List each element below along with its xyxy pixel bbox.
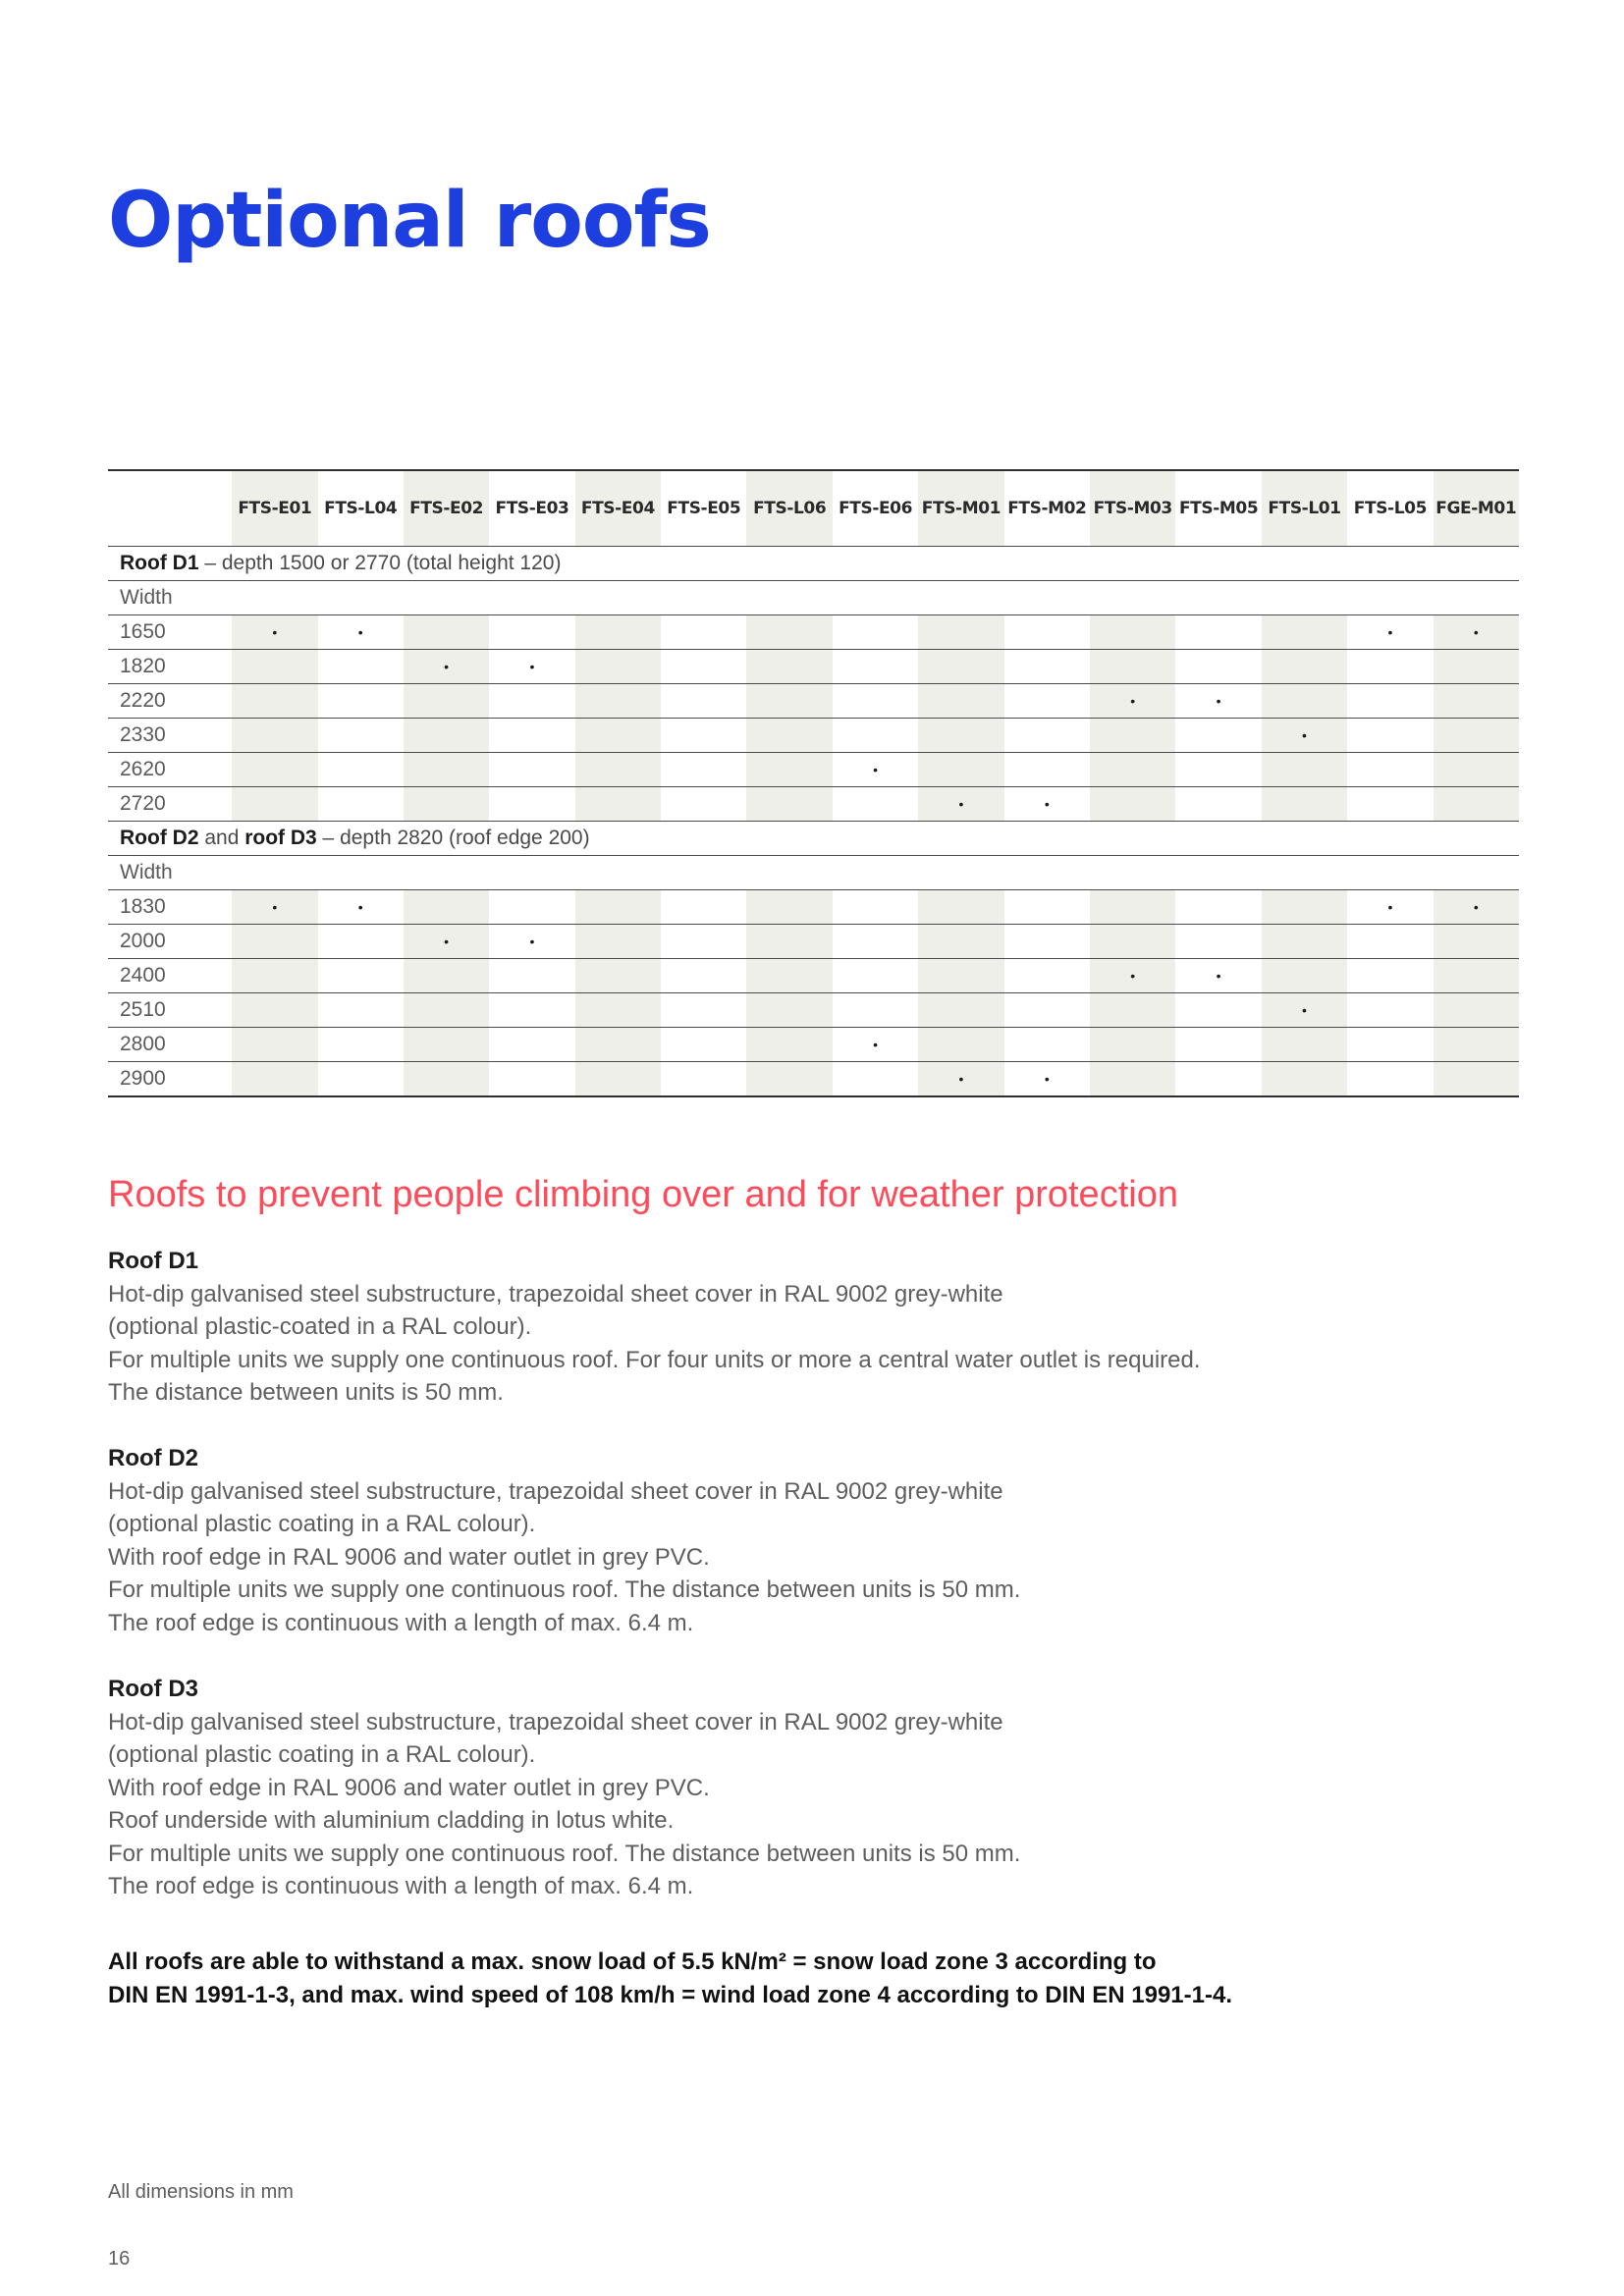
compat-cell	[1434, 925, 1519, 959]
compat-dot: •	[318, 615, 404, 650]
compat-cell	[1347, 993, 1433, 1028]
compat-cell	[661, 753, 746, 787]
roof-d2-line: The roof edge is continuous with a length of max. 6.4 m.	[108, 1609, 694, 1636]
roof-d3-description	[108, 1673, 1502, 1903]
roof-d1-description	[108, 1245, 1502, 1410]
compat-cell	[1262, 650, 1347, 684]
width-value: 2800	[108, 1028, 232, 1062]
width-value: 2330	[108, 719, 232, 753]
table-row	[108, 650, 1519, 684]
compat-dot: •	[918, 1062, 1003, 1097]
compat-cell	[318, 993, 404, 1028]
compat-cell	[661, 925, 746, 959]
compat-cell	[746, 615, 832, 650]
compat-cell	[1090, 925, 1175, 959]
compat-cell	[575, 959, 661, 993]
compat-dot: •	[404, 925, 489, 959]
compat-cell	[1004, 719, 1090, 753]
compat-cell	[318, 1028, 404, 1062]
compat-cell	[1175, 1062, 1261, 1097]
compat-cell	[833, 890, 918, 925]
compat-cell	[489, 959, 574, 993]
compat-dot: •	[1090, 684, 1175, 719]
compat-cell	[404, 684, 489, 719]
compat-cell	[232, 753, 317, 787]
model-header: FTS-E06	[839, 499, 913, 518]
compat-cell	[1262, 684, 1347, 719]
page-title: Optional roofs	[108, 177, 711, 265]
compat-cell	[575, 1062, 661, 1097]
compat-cell	[1004, 925, 1090, 959]
compat-cell	[489, 993, 574, 1028]
load-note-line: All roofs are able to withstand a max. snow load of 5.5 kN/m² = snow load zone 3 according to	[108, 1949, 1157, 1975]
compat-cell	[404, 753, 489, 787]
section-heading-row	[108, 547, 1519, 581]
compat-cell	[318, 684, 404, 719]
compat-cell	[575, 650, 661, 684]
compat-cell	[1175, 615, 1261, 650]
width-value: 2220	[108, 684, 232, 719]
roof-d3-line: Hot-dip galvanised steel substructure, trapezoidal sheet cover in RAL 9002 grey-white	[108, 1708, 1003, 1735]
compat-cell	[1262, 1028, 1347, 1062]
compat-cell	[1004, 615, 1090, 650]
compat-cell	[1175, 1028, 1261, 1062]
width-value: 2720	[108, 787, 232, 822]
compat-cell	[1090, 890, 1175, 925]
compat-cell	[1434, 719, 1519, 753]
compat-cell	[661, 615, 746, 650]
roof-d2-description	[108, 1442, 1502, 1639]
compat-cell	[575, 993, 661, 1028]
compat-cell	[746, 719, 832, 753]
compat-cell	[1434, 959, 1519, 993]
section-heading-row	[108, 822, 1519, 856]
dimensions-footnote: All dimensions in mm	[108, 2181, 294, 2203]
compat-dot: •	[1434, 615, 1519, 650]
width-value: 2900	[108, 1062, 232, 1097]
roof-compatibility-table	[108, 469, 1519, 1097]
compat-cell	[1347, 959, 1433, 993]
page-number: 16	[108, 2248, 131, 2269]
header-corner	[108, 470, 232, 547]
compat-dot: •	[1090, 959, 1175, 993]
width-value: 2400	[108, 959, 232, 993]
roof-d1-line: (optional plastic-coated in a RAL colour).	[108, 1313, 532, 1340]
section-heading-part: – depth 1500 or 2770 (total height 120)	[198, 552, 562, 574]
section-heading-part: – depth 2820 (roof edge 200)	[316, 827, 590, 849]
compat-cell	[575, 615, 661, 650]
compat-cell	[746, 993, 832, 1028]
compat-cell	[404, 1028, 489, 1062]
compat-cell	[1090, 753, 1175, 787]
compat-cell	[833, 615, 918, 650]
compat-cell	[833, 925, 918, 959]
roof-d1-heading: Roof D1	[108, 1248, 198, 1274]
section-heading-part: Roof D2	[120, 827, 199, 849]
compat-cell	[489, 684, 574, 719]
compat-cell	[661, 787, 746, 822]
width-value: 2000	[108, 925, 232, 959]
compat-cell	[1004, 650, 1090, 684]
compat-cell	[1175, 925, 1261, 959]
compat-cell	[1262, 753, 1347, 787]
compat-dot: •	[232, 615, 317, 650]
compat-cell	[1347, 684, 1433, 719]
compat-dot: •	[318, 890, 404, 925]
model-header: FTS-E03	[495, 499, 569, 518]
compat-cell	[1347, 1028, 1433, 1062]
compat-dot: •	[1347, 890, 1433, 925]
compat-cell	[404, 890, 489, 925]
roof-d2-line: (optional plastic coating in a RAL colour).	[108, 1511, 536, 1537]
compat-cell	[746, 753, 832, 787]
compat-cell	[232, 925, 317, 959]
compat-cell	[1262, 615, 1347, 650]
model-header: FTS-M01	[918, 470, 1003, 547]
model-header: FTS-M02	[1007, 499, 1087, 518]
table-row	[108, 753, 1519, 787]
compat-cell	[746, 925, 832, 959]
compat-cell	[1090, 787, 1175, 822]
compat-cell	[918, 959, 1003, 993]
roof-d3-line: (optional plastic coating in a RAL colour).	[108, 1741, 536, 1768]
roof-d2-heading: Roof D2	[108, 1445, 198, 1471]
model-header: FTS-L04	[324, 499, 398, 518]
compat-cell	[575, 890, 661, 925]
roof-d3-line: The roof edge is continuous with a length of max. 6.4 m.	[108, 1873, 694, 1899]
section-subtitle: Roofs to prevent people climbing over and for weather protection	[108, 1174, 1178, 1215]
compat-cell	[1347, 1062, 1433, 1097]
compat-dot: •	[1262, 719, 1347, 753]
compat-dot: •	[489, 925, 574, 959]
compat-cell	[746, 787, 832, 822]
roof-d1-line: Hot-dip galvanised steel substructure, trapezoidal sheet cover in RAL 9002 grey-white	[108, 1280, 1003, 1308]
compat-dot: •	[1175, 684, 1261, 719]
model-header: FTS-M05	[1178, 499, 1259, 518]
compat-cell	[661, 719, 746, 753]
roof-d2-line: For multiple units we supply one continuous roof. The distance between units is 50 mm.	[108, 1576, 1021, 1603]
compat-cell	[746, 1062, 832, 1097]
table-row	[108, 993, 1519, 1028]
compat-cell	[575, 1028, 661, 1062]
compat-cell	[833, 719, 918, 753]
model-header: FTS-E02	[404, 470, 489, 547]
compat-cell	[489, 615, 574, 650]
compat-cell	[489, 787, 574, 822]
compat-cell	[318, 650, 404, 684]
load-note	[108, 1946, 1384, 2011]
compat-dot: •	[1262, 993, 1347, 1028]
compat-cell	[1262, 1062, 1347, 1097]
compat-cell	[661, 890, 746, 925]
compat-dot: •	[232, 890, 317, 925]
table-row	[108, 1062, 1519, 1097]
compat-cell	[661, 1062, 746, 1097]
compat-cell	[1004, 1028, 1090, 1062]
roof-d1-line: The distance between units is 50 mm.	[108, 1379, 504, 1406]
model-header: FTS-L06	[746, 470, 832, 547]
roof-d2-line: With roof edge in RAL 9006 and water outlet in grey PVC.	[108, 1543, 710, 1571]
width-value: 1650	[108, 615, 232, 650]
compat-cell	[232, 1028, 317, 1062]
compat-cell	[1434, 1062, 1519, 1097]
compat-cell	[918, 993, 1003, 1028]
roof-d3-heading: Roof D3	[108, 1676, 198, 1702]
compat-cell	[746, 1028, 832, 1062]
compat-cell	[1175, 787, 1261, 822]
compat-cell	[833, 650, 918, 684]
compat-cell	[1004, 753, 1090, 787]
compat-cell	[232, 684, 317, 719]
model-header: FTS-M03	[1090, 470, 1175, 547]
model-header: FTS-L05	[1353, 499, 1427, 518]
section-heading-part: and	[198, 827, 245, 849]
compat-cell	[918, 890, 1003, 925]
compat-cell	[232, 993, 317, 1028]
compat-dot: •	[1347, 615, 1433, 650]
width-value: 2620	[108, 753, 232, 787]
section-heading-part: Roof D1	[120, 552, 199, 574]
model-header: FGE-M01	[1434, 470, 1519, 547]
roof-d3-line: For multiple units we supply one continuous roof. The distance between units is 50 mm.	[108, 1840, 1021, 1867]
compat-cell	[489, 890, 574, 925]
table-row	[108, 959, 1519, 993]
load-note-line: DIN EN 1991-1-3, and max. wind speed of 108 km/h = wind load zone 4 according to DIN EN 1991-1-4.	[108, 1981, 1232, 2008]
compat-cell	[318, 1062, 404, 1097]
compat-cell	[1347, 719, 1433, 753]
section-heading	[108, 547, 1519, 581]
compat-cell	[1347, 787, 1433, 822]
compat-cell	[833, 993, 918, 1028]
compat-cell	[318, 719, 404, 753]
width-value: 2510	[108, 993, 232, 1028]
compat-dot: •	[1175, 959, 1261, 993]
section-heading	[108, 822, 1519, 856]
compat-cell	[918, 615, 1003, 650]
compat-cell	[918, 753, 1003, 787]
compat-cell	[1262, 959, 1347, 993]
table-row	[108, 684, 1519, 719]
compat-cell	[404, 1062, 489, 1097]
compat-cell	[575, 753, 661, 787]
compat-cell	[661, 1028, 746, 1062]
compat-cell	[575, 925, 661, 959]
compat-cell	[1175, 993, 1261, 1028]
model-header: FTS-E04	[575, 470, 661, 547]
model-header: FTS-E01	[232, 470, 317, 547]
compat-cell	[661, 684, 746, 719]
model-header: FTS-L01	[1262, 470, 1347, 547]
compat-cell	[1175, 753, 1261, 787]
compat-cell	[1347, 650, 1433, 684]
compat-cell	[1090, 719, 1175, 753]
table-row	[108, 719, 1519, 753]
compat-cell	[1262, 925, 1347, 959]
compat-cell	[404, 959, 489, 993]
compat-dot: •	[833, 1028, 918, 1062]
table-header-row	[108, 470, 1519, 547]
compat-cell	[1175, 890, 1261, 925]
compat-dot: •	[489, 650, 574, 684]
width-label: Width	[108, 856, 1519, 890]
compat-cell	[1175, 719, 1261, 753]
compat-cell	[1090, 1062, 1175, 1097]
compat-cell	[918, 650, 1003, 684]
compat-cell	[232, 959, 317, 993]
roof-d3-line: With roof edge in RAL 9006 and water outlet in grey PVC.	[108, 1774, 710, 1801]
compat-cell	[404, 719, 489, 753]
compat-cell	[1434, 650, 1519, 684]
compat-cell	[746, 959, 832, 993]
width-label: Width	[108, 581, 1519, 615]
section-heading-part: roof D3	[244, 827, 317, 849]
model-header: FTS-E05	[667, 499, 741, 518]
compat-cell	[489, 1062, 574, 1097]
compat-dot: •	[1434, 890, 1519, 925]
compat-cell	[1262, 890, 1347, 925]
compat-cell	[404, 993, 489, 1028]
table-row	[108, 615, 1519, 650]
compat-cell	[1004, 993, 1090, 1028]
compat-cell	[489, 719, 574, 753]
compat-cell	[575, 719, 661, 753]
compat-dot: •	[1004, 1062, 1090, 1097]
compat-cell	[1090, 1028, 1175, 1062]
compat-cell	[1434, 1028, 1519, 1062]
compat-cell	[918, 1028, 1003, 1062]
width-label-row	[108, 581, 1519, 615]
compat-cell	[1175, 650, 1261, 684]
roof-d1-line: For multiple units we supply one continuous roof. For four units or more a central water outlet is required.	[108, 1346, 1201, 1373]
table-row	[108, 890, 1519, 925]
compat-cell	[1090, 615, 1175, 650]
compat-cell	[404, 787, 489, 822]
compat-cell	[232, 650, 317, 684]
compat-cell	[661, 650, 746, 684]
compat-cell	[1434, 753, 1519, 787]
compat-cell	[318, 753, 404, 787]
compat-cell	[575, 787, 661, 822]
compat-cell	[404, 615, 489, 650]
width-value: 1820	[108, 650, 232, 684]
width-value: 1830	[108, 890, 232, 925]
compat-cell	[661, 993, 746, 1028]
compat-cell	[1347, 925, 1433, 959]
compat-cell	[1090, 993, 1175, 1028]
compat-cell	[833, 787, 918, 822]
compat-cell	[232, 719, 317, 753]
width-label-row	[108, 856, 1519, 890]
compat-cell	[918, 684, 1003, 719]
compat-cell	[833, 684, 918, 719]
compat-cell	[1004, 684, 1090, 719]
compat-cell	[1434, 993, 1519, 1028]
roof-d3-line: Roof underside with aluminium cladding in lotus white.	[108, 1807, 675, 1834]
compat-cell	[232, 787, 317, 822]
compat-cell	[918, 719, 1003, 753]
compat-cell	[1004, 959, 1090, 993]
table-row	[108, 1028, 1519, 1062]
compat-cell	[489, 753, 574, 787]
compat-cell	[489, 1028, 574, 1062]
compat-cell	[1434, 684, 1519, 719]
compat-cell	[318, 787, 404, 822]
compat-cell	[318, 959, 404, 993]
compat-cell	[232, 1062, 317, 1097]
compat-cell	[1434, 787, 1519, 822]
compat-cell	[1090, 650, 1175, 684]
compat-cell	[746, 650, 832, 684]
table-row	[108, 787, 1519, 822]
compat-cell	[746, 684, 832, 719]
compat-cell	[833, 959, 918, 993]
compat-dot: •	[1004, 787, 1090, 822]
compat-cell	[1262, 787, 1347, 822]
compat-cell	[1347, 753, 1433, 787]
table-row	[108, 925, 1519, 959]
compat-dot: •	[918, 787, 1003, 822]
compat-cell	[661, 959, 746, 993]
compat-cell	[746, 890, 832, 925]
compat-cell	[575, 684, 661, 719]
compat-cell	[918, 925, 1003, 959]
compat-cell	[318, 925, 404, 959]
roof-d2-line: Hot-dip galvanised steel substructure, trapezoidal sheet cover in RAL 9002 grey-white	[108, 1477, 1003, 1505]
compat-dot: •	[404, 650, 489, 684]
compat-cell	[833, 1062, 918, 1097]
compat-dot: •	[833, 753, 918, 787]
compat-cell	[1004, 890, 1090, 925]
